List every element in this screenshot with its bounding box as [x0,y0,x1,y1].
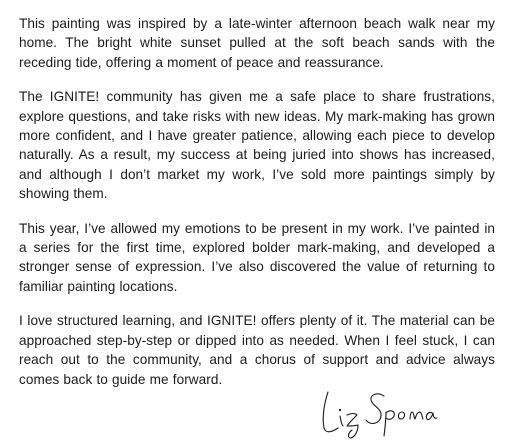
paragraph-inspiration: This painting was inspired by a late-winter afternoon beach walk near my home. The bright white sunset pulled at the soft beach sands with the receding tide, offering a moment of peace and reassurance. [19,16,495,70]
testimonial-text [19,14,495,389]
handwritten-signature [318,382,468,440]
paragraph-structured-learning: I love structured learning, and IGNITE! offers plenty of it. The material can be approached step-by-step or dipped into as needed. When I feel stuck, I can reach out to the community, and a chorus of support and advice always comes back to guide me forward. [19,313,495,387]
paragraph-community: The IGNITE! community has given me a safe place to share frustrations, explore questions, and take risks with new ideas. My mark-making has grown more confident, and I have greater patience, allowing each piece to develop naturally. As a result, my success at being juried into shows has increased, and although I don’t market my work, I’ve sold more paintings simply by showing them. [19,89,495,202]
paragraph-this-year: This year, I’ve allowed my emotions to be present in my work. I’ve painted in a series for the first time, explored bolder mark-making, and developed a stronger sense of expression. I’ve also discovered the value of returning to familiar painting locations. [19,220,495,294]
